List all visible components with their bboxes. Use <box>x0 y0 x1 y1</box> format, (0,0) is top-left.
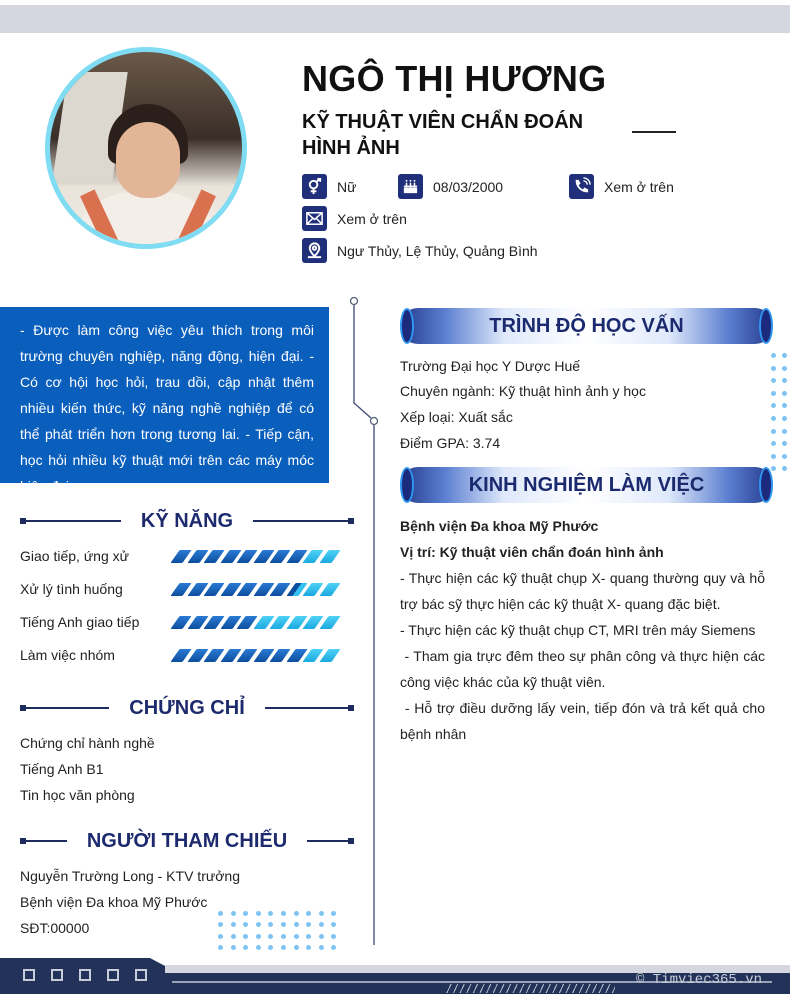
experience-company: Bệnh viện Đa khoa Mỹ Phước <box>400 518 599 534</box>
gender-icon <box>302 174 327 199</box>
experience-duty: - Thực hiện các kỹ thuật chụp CT, MRI trên máy Siemens <box>400 622 756 638</box>
square-icon <box>23 969 35 981</box>
skill-row <box>20 645 350 665</box>
avatar <box>45 47 247 249</box>
skill-name: Giao tiếp, ứng xử <box>20 548 130 564</box>
experience-duty: - Thực hiện các kỹ thuật chụp X- quang thường quy và hỗ trợ bác sỹ thực hiện các kỹ thuật X- quang đặc biệt. <box>400 570 765 612</box>
references-header <box>20 828 354 854</box>
contact-address <box>302 238 538 263</box>
footer <box>0 958 800 994</box>
skills-header <box>20 508 354 534</box>
experience-duty: - Tham gia trực đêm theo sự phân công và thực hiện các công việc khác của kỹ thuật viên. <box>400 648 769 690</box>
certificate-item: Tin học văn phòng <box>20 787 135 803</box>
contact-birthday <box>398 174 503 199</box>
skill-level-bar <box>175 616 336 629</box>
references-title: NGƯỜI THAM CHIẾU <box>86 829 288 852</box>
title-divider <box>632 131 676 133</box>
phone-icon <box>569 174 594 199</box>
contact-phone <box>569 174 674 199</box>
skill-level-bar <box>175 550 336 563</box>
skill-row <box>20 546 350 566</box>
education-item: Điểm GPA: 3.74 <box>400 435 501 451</box>
education-item: Trường Đại học Y Dược Huế <box>400 358 581 374</box>
education-item: Chuyên ngành: Kỹ thuật hình ảnh y học <box>400 383 646 399</box>
education-item: Xếp loại: Xuất sắc <box>400 409 513 425</box>
skills-title: KỸ NĂNG <box>140 509 234 532</box>
decorative-dots <box>218 911 336 950</box>
experience-position: Vị trí: Kỹ thuật viên chẩn đoán hình ảnh <box>400 544 664 560</box>
location-pin-icon <box>302 238 327 263</box>
skill-row <box>20 579 350 599</box>
career-objective: - Được làm công việc yêu thích trong môi trường chuyên nghiệp, năng động, hiện đại. - Có cơ hội học hỏi, trau dồi, cập nhật thêm nhiều kiến thức, kỹ năng nghề nghiệp để có thể phát triển hơn trong tương lai. - Tiếp cận, học hỏi nhiều kỹ thuật mới trên các máy móc hiện đại. <box>0 307 329 483</box>
birthday-value: 08/03/2000 <box>433 178 504 195</box>
square-icon <box>51 969 63 981</box>
skill-level-bar <box>175 649 336 662</box>
experience-title: KINH NGHIỆM LÀM VIỆC <box>468 473 705 496</box>
contact-gender <box>302 174 356 199</box>
phone-value: Xem ở trên <box>604 178 674 195</box>
square-icon <box>107 969 119 981</box>
address-value: Ngư Thủy, Lệ Thủy, Quảng Bình <box>337 242 538 259</box>
reference-item: Nguyễn Trường Long - KTV trưởng <box>20 868 240 884</box>
top-decorative-band <box>0 5 790 33</box>
skill-level-bar <box>175 583 336 596</box>
skill-name: Làm việc nhóm <box>20 647 115 663</box>
experience-duty: - Hỗ trợ điều dưỡng lấy vein, tiếp đón và trả kết quả cho bệnh nhân <box>400 700 769 742</box>
candidate-name: NGÔ THỊ HƯƠNG <box>302 58 607 99</box>
square-icon <box>79 969 91 981</box>
profile-photo <box>50 52 242 244</box>
reference-item: Bệnh viện Đa khoa Mỹ Phước <box>20 894 208 910</box>
square-icon <box>135 969 147 981</box>
education-banner <box>400 308 773 344</box>
certificate-item: Tiếng Anh B1 <box>20 761 104 777</box>
reference-item: SĐT:00000 <box>20 920 90 936</box>
job-title: KỸ THUẬT VIÊN CHẨN ĐOÁN HÌNH ẢNH <box>302 111 584 159</box>
birthday-cake-icon <box>398 174 423 199</box>
skill-row <box>20 612 350 632</box>
gender-value: Nữ <box>337 178 357 195</box>
skill-name: Tiếng Anh giao tiếp <box>20 614 140 630</box>
certificates-header <box>20 695 354 721</box>
contact-email <box>302 206 407 231</box>
hatch-decoration <box>445 984 615 993</box>
certificate-item: Chứng chỉ hành nghề <box>20 735 155 751</box>
skill-name: Xử lý tình huống <box>20 581 123 597</box>
email-value: Xem ở trên <box>337 210 407 227</box>
decorative-dots <box>771 353 787 471</box>
experience-banner <box>400 467 773 503</box>
certificates-title: CHỨNG CHỈ <box>129 696 245 719</box>
footer-brand: © Timviec365.vn <box>636 972 763 988</box>
experience-block <box>400 513 769 747</box>
education-title: TRÌNH ĐỘ HỌC VẤN <box>489 314 684 337</box>
envelope-icon <box>302 206 327 231</box>
